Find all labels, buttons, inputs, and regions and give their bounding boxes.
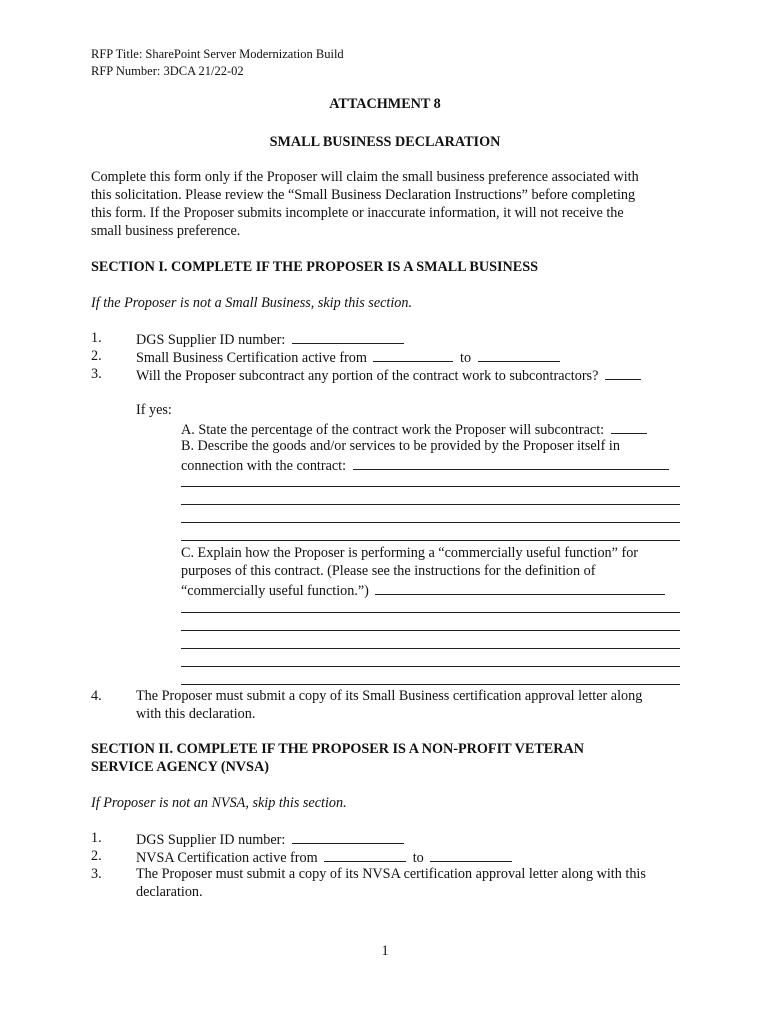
commercially-useful-line-6[interactable]	[181, 684, 680, 685]
goods-services-line-4[interactable]	[181, 522, 680, 523]
nvsa-cert-from-field[interactable]	[324, 847, 406, 862]
part-b-line-2	[181, 455, 680, 475]
nvsa-cert-to-field[interactable]	[430, 847, 512, 862]
s1-item-3	[0, 365, 770, 383]
rfp-title: RFP Title: SharePoint Server Modernization Build	[91, 47, 344, 61]
item-label: NVSA Certification active from	[136, 850, 318, 866]
item-number: 3.	[91, 366, 102, 382]
s2-item-1	[0, 829, 770, 847]
item-label: DGS Supplier ID number:	[136, 332, 286, 348]
item-number: 1.	[91, 830, 102, 846]
nvsa-supplier-id-field[interactable]	[292, 829, 404, 844]
to-label: to	[412, 850, 424, 866]
part-a-text: A. State the percentage of the contract work the Proposer will subcontract:	[181, 422, 605, 438]
s1-item-1	[0, 329, 770, 347]
section-2-skip-note: If Proposer is not an NVSA, skip this section.	[91, 795, 347, 811]
goods-services-line-5[interactable]	[181, 540, 680, 541]
s1-item-2	[0, 347, 770, 365]
section-2-heading-line-2: SERVICE AGENCY (NVSA)	[91, 759, 269, 775]
commercially-useful-line-3[interactable]	[181, 630, 680, 631]
item-number: 2.	[91, 348, 102, 364]
intro-line-4: small business preference.	[91, 223, 241, 239]
part-c-line-2: purposes of this contract. (Please see the instructions for the definition of	[181, 563, 596, 579]
item-4-line-2: with this declaration.	[136, 706, 256, 722]
section-1-heading: SECTION I. COMPLETE IF THE PROPOSER IS A SMALL BUSINESS	[91, 259, 539, 275]
attachment-title: ATTACHMENT 8	[329, 96, 441, 112]
supplier-id-field[interactable]	[292, 329, 404, 344]
part-c-label: “commercially useful function.”)	[181, 583, 369, 599]
intro-line-1: Complete this form only if the Proposer will claim the small business preference associated with	[91, 169, 639, 185]
goods-services-field[interactable]	[353, 455, 669, 470]
intro-line-2: this solicitation. Please review the “Small Business Declaration Instructions” before completing	[91, 187, 636, 203]
item-3-line-1: The Proposer must submit a copy of its NVSA certification approval letter along with this	[136, 866, 646, 882]
cert-from-field[interactable]	[373, 347, 453, 362]
item-number: 4.	[91, 688, 102, 704]
part-b-line-1: B. Describe the goods and/or services to be provided by the Proposer itself in	[181, 438, 620, 454]
s2-item-3	[0, 865, 770, 901]
commercially-useful-line-5[interactable]	[181, 666, 680, 667]
page-number: 1	[381, 943, 389, 959]
part-a	[181, 419, 650, 439]
part-b-label: connection with the contract:	[181, 458, 347, 474]
part-c-line-1: C. Explain how the Proposer is performing a “commercially useful function” for	[181, 545, 639, 561]
section-2-heading-line-1: SECTION II. COMPLETE IF THE PROPOSER IS A NON-PROFIT VETERAN	[91, 741, 584, 757]
item-label: DGS Supplier ID number:	[136, 832, 286, 848]
if-yes-label: If yes:	[136, 402, 172, 418]
intro-line-3: this form. If the Proposer submits incomplete or inaccurate information, it will not receive the	[91, 205, 624, 221]
item-number: 1.	[91, 330, 102, 346]
goods-services-line-2[interactable]	[181, 486, 680, 487]
subcontract-answer-field[interactable]	[605, 365, 641, 380]
part-c-line-3	[181, 580, 668, 600]
commercially-useful-line-2[interactable]	[181, 612, 680, 613]
item-label: Small Business Certification active from	[136, 350, 367, 366]
item-4-line-1: The Proposer must submit a copy of its Small Business certification approval letter along	[136, 688, 643, 704]
item-label: Will the Proposer subcontract any portion of the contract work to subcontractors?	[136, 368, 599, 384]
commercially-useful-line-4[interactable]	[181, 648, 680, 649]
subcontract-percentage-field[interactable]	[611, 419, 647, 434]
cert-to-field[interactable]	[478, 347, 560, 362]
item-number: 2.	[91, 848, 102, 864]
s1-item-4	[0, 687, 770, 723]
goods-services-line-3[interactable]	[181, 504, 680, 505]
declaration-title: SMALL BUSINESS DECLARATION	[269, 134, 501, 150]
s2-item-2	[0, 847, 770, 865]
item-3-line-2: declaration.	[136, 884, 203, 900]
rfp-number: RFP Number: 3DCA 21/22-02	[91, 64, 244, 78]
item-number: 3.	[91, 866, 102, 882]
section-1-skip-note: If the Proposer is not a Small Business, skip this section.	[91, 295, 413, 311]
commercially-useful-field[interactable]	[375, 580, 665, 595]
to-label: to	[460, 350, 472, 366]
